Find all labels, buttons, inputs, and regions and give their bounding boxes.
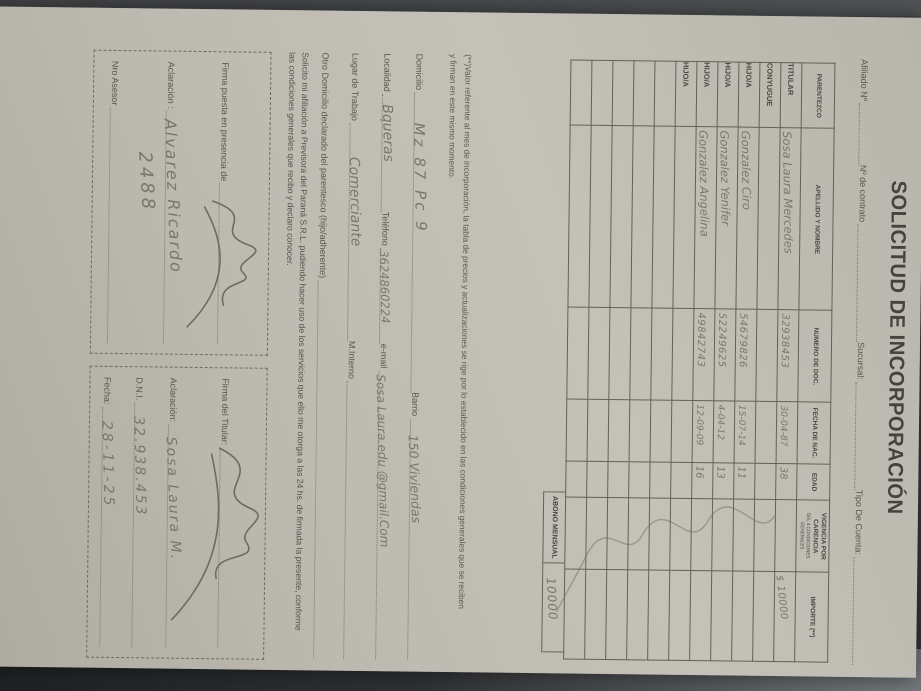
- cell-parentesco: [633, 61, 655, 127]
- lugar-trabajo-value: Comerciante: [345, 156, 364, 247]
- cell-fecha-nac-handwriting: 15-07-14: [735, 404, 747, 446]
- cell-fecha-nac: [650, 400, 672, 462]
- cell-fecha-nac: [713, 401, 735, 463]
- fecha-value: 28-11-25: [98, 420, 117, 509]
- telefono-label: Teléfono: [380, 211, 391, 246]
- email-field: [375, 370, 391, 659]
- otro-domicilio-field: [313, 280, 330, 658]
- cell-apellido-nombre: [694, 127, 717, 309]
- affiliate-header-line: [852, 59, 871, 665]
- sucursal-field: [854, 382, 867, 490]
- cell-parentesco: CONYUGUE: [759, 62, 781, 128]
- cell-fecha-nac-handwriting: 4-04-12: [714, 404, 726, 440]
- crossout-squiggle-line: [553, 483, 780, 656]
- witness-aclaracion-label: Aclaración :: [165, 61, 177, 109]
- asesor-field: [107, 107, 122, 343]
- cell-parentesco: [654, 61, 676, 127]
- cell-numero-doc-handwriting: 54679826: [736, 312, 749, 368]
- cell-parentesco: HIJO/A: [717, 62, 739, 128]
- lugar-trabajo-label: Lugar de Trabajo: [349, 52, 361, 122]
- cell-parentesco: [612, 61, 634, 127]
- domicilio-line: [405, 53, 431, 660]
- cell-fecha-nac: [587, 400, 609, 462]
- lugar-trabajo-field: [347, 123, 362, 341]
- cell-numero-doc: [756, 310, 778, 402]
- dni-value: 32.938.453: [130, 416, 149, 517]
- cell-apellido-nombre: [610, 126, 633, 308]
- cell-numero-doc: [777, 310, 799, 402]
- cell-importe-handwriting: $ 10000: [773, 574, 790, 621]
- titular-aclaracion-value: Sosa Laura M.: [162, 435, 184, 561]
- localidad-label: Localidad: [382, 53, 393, 92]
- titular-signature-box: [86, 366, 268, 660]
- cell-parentesco: TITULAR: [780, 63, 802, 129]
- abono-mensual-label: ABONO MENSUAL: [542, 491, 565, 563]
- asesor-number-value: 2488: [134, 150, 159, 214]
- footnote-line1: (**)Valor referente al mes de incorporación, la tabla de precios y actualizaciones se rige por lo establecido en las condiciones generales que se reciben: [456, 54, 474, 609]
- cell-apellido-nombre: [631, 126, 654, 308]
- cell-apellido-nombre: [715, 127, 738, 309]
- cell-edad-handwriting: 16: [693, 465, 705, 479]
- dni-label: D.N.I.: [134, 377, 145, 401]
- dni-line: [130, 377, 149, 647]
- otro-domicilio-label: Otro Domicilio declarado del parentesco (hijo/adherente): [317, 52, 331, 279]
- contrato-field: [856, 224, 869, 342]
- sucursal-label: Sucursal:: [855, 342, 867, 380]
- dni-field: [130, 402, 149, 647]
- asesor-line: [107, 61, 122, 343]
- barrio-label: Barrio: [410, 392, 421, 417]
- cell-numero-doc-handwriting: 52249625: [715, 312, 728, 368]
- col-importe: IMPORTE (**): [795, 572, 829, 662]
- witness-firma-label: Firma puesta en presencia de: [218, 62, 231, 182]
- domicilio-field: [409, 92, 431, 392]
- col-edad: EDAD: [797, 463, 830, 500]
- cell-apellido-nombre: [736, 127, 759, 309]
- col-fecha-nac: FECHA DE NAC.: [797, 402, 831, 464]
- cell-numero-doc: [588, 308, 610, 400]
- cell-numero-doc: [714, 309, 736, 401]
- cell-apellido-nombre: [568, 125, 591, 307]
- localidad-value: Bqueras: [378, 103, 397, 162]
- telefono-value: 3624860224: [376, 249, 393, 324]
- cell-parentesco: HIJO/A: [675, 61, 697, 127]
- cell-numero-doc: [567, 307, 589, 399]
- cell-numero-doc: [693, 309, 715, 401]
- cell-parentesco: [570, 60, 592, 126]
- barrio-field: [405, 418, 425, 660]
- interno-label: M.Interno: [346, 340, 358, 380]
- col-apellido-nombre: APELLIDO Y NOMBRE: [799, 128, 834, 310]
- cell-fecha-nac: [755, 402, 777, 464]
- contrato-label: Nº de contrato: [857, 164, 869, 223]
- cell-fecha-nac-handwriting: 12-09-09: [693, 404, 705, 446]
- afiliado-field: [858, 103, 871, 165]
- cell-edad-handwriting: 13: [714, 465, 726, 479]
- cell-apellido-nombre-handwriting: Gonzalez Yenifer: [717, 130, 733, 227]
- tipo-cuenta-label: Tipo De Cuenta:: [853, 489, 865, 556]
- abono-mensual-amount: 10000: [543, 576, 561, 621]
- titular-aclaracion-label: Aclaración:: [168, 377, 179, 423]
- cell-fecha-nac: [734, 401, 756, 463]
- cell-apellido-nombre: [778, 128, 801, 310]
- cell-fecha-nac: [608, 400, 630, 462]
- declaration-line2: las condiciones generales que recibo y declaro conocer.: [284, 52, 298, 266]
- cell-edad-handwriting: 38: [777, 466, 789, 480]
- cell-numero-doc-handwriting: 32938453: [778, 313, 791, 369]
- witness-signature-box: [90, 50, 272, 356]
- cell-numero-doc: [735, 309, 757, 401]
- footnote-line2: y firman en este mismo momento.: [446, 54, 459, 180]
- tipo-cuenta-field: [852, 557, 865, 665]
- cell-numero-doc: [609, 308, 631, 400]
- cell-numero-doc: [651, 308, 673, 400]
- cell-parentesco: HIJO/A: [738, 62, 760, 128]
- cell-fecha-nac: [692, 401, 714, 463]
- cell-fecha-nac: [629, 400, 651, 462]
- declaration-text: [278, 52, 312, 658]
- cell-parentesco: HIJO/A: [696, 62, 718, 128]
- cell-apellido-nombre-handwriting: Gonzalez Angelina: [696, 130, 712, 238]
- afiliado-label: Afiliado Nº: [858, 59, 870, 101]
- cell-numero-doc-handwriting: 49842743: [694, 312, 707, 368]
- asesor-label: Nro Asesor: [109, 60, 121, 106]
- cell-apellido-nombre: [757, 128, 780, 310]
- interno-field: [343, 381, 358, 659]
- fecha-line: [98, 376, 117, 647]
- cell-fecha-nac-handwriting: 30-04-87: [777, 405, 789, 447]
- barrio-value: 150 Viviendas: [405, 433, 425, 523]
- cell-apellido-nombre: [589, 126, 612, 308]
- cell-parentesco: [591, 60, 613, 126]
- cell-apellido-nombre-handwriting: Sosa Laura Mercedes: [779, 131, 796, 255]
- cell-numero-doc: [630, 308, 652, 400]
- col-parentesco: PARENTEZCO: [801, 63, 835, 129]
- col-numero-doc: NUMERO DE DOC.: [798, 310, 832, 402]
- domicilio-label: Domicilio: [414, 53, 425, 91]
- cell-apellido-nombre: [673, 127, 696, 309]
- fecha-field: [98, 406, 117, 647]
- cell-edad-handwriting: 11: [735, 466, 747, 480]
- email-value: Sosa Laura.edu @gmail.Com: [373, 374, 392, 548]
- fecha-label: Fecha:: [102, 376, 113, 405]
- localidad-line: [373, 53, 397, 659]
- witness-aclaracion-value: Alvarez Ricardo: [160, 118, 186, 275]
- form-title: SOLICITUD DE INCORPORACIÓN: [882, 180, 911, 515]
- declaration-line1: Solicito mi afiliación a Previsora del Paraná S.R.L. pudiendo hacer uso de los servicios que ello me otorga a las 24 hs. de firmada la presente, conforme: [293, 52, 311, 631]
- localidad-field: [378, 94, 397, 212]
- telefono-field: [376, 248, 393, 344]
- cell-numero-doc: [672, 309, 694, 401]
- cell-fecha-nac: [671, 401, 693, 463]
- cell-fecha-nac: [776, 402, 798, 464]
- titular-firma-label: Firma del Titular:: [219, 378, 231, 446]
- col-vigencia-title: VIGENCIA POR CARENCIA: [811, 512, 827, 560]
- incorporation-form-paper: [0, 6, 921, 678]
- email-label: e-mail: [378, 343, 389, 369]
- col-vigencia-subnote: DEL 4 CONDICIONES GENERALES: [798, 513, 812, 559]
- domicilio-value: Mz 87 Pc 9: [409, 122, 431, 234]
- col-vigencia: [796, 500, 830, 572]
- cell-apellido-nombre-handwriting: Gonzalez Ciro: [738, 130, 754, 211]
- otro-domicilio-line: [313, 52, 332, 658]
- cell-fecha-nac: [566, 399, 588, 461]
- cell-apellido-nombre: [652, 126, 675, 308]
- lugar-trabajo-line: [343, 53, 362, 659]
